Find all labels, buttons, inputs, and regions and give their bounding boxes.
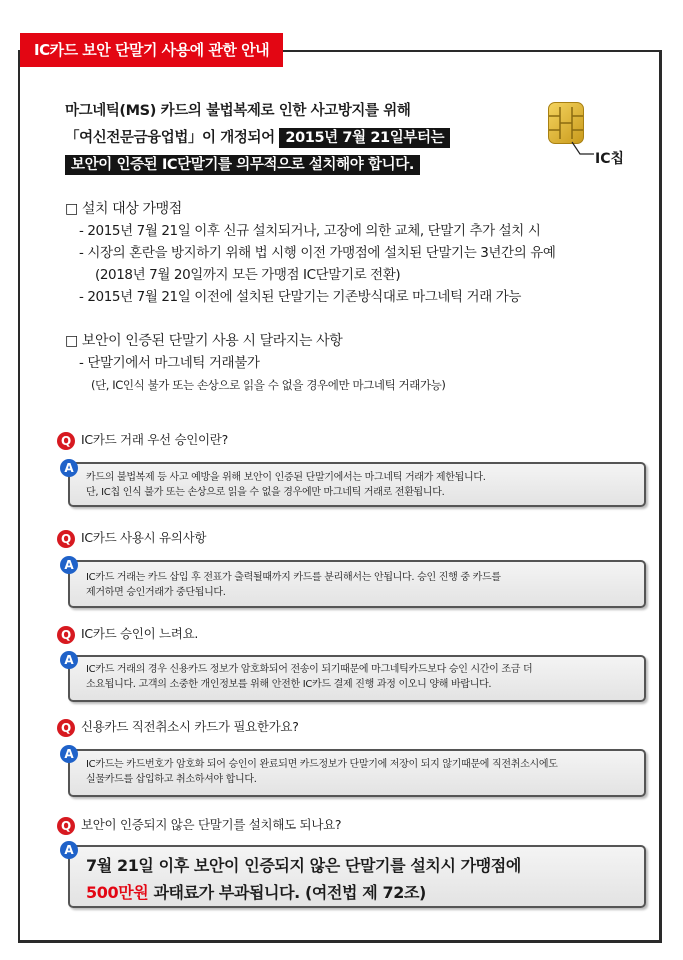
final-answer-line-2 [86,879,521,906]
question-badge-icon: Q [57,626,75,644]
faq-answer-line: IC카드는 카드번호가 암호화 되어 승인이 완료되면 카드정보가 단말기에 저장이 되지 않기때문에 직전취소시에도 [86,759,558,770]
faq-question [57,717,299,737]
faq-answer-text [86,570,501,600]
faq-question-text: 보안이 인증되지 않은 단말기를 설치해도 되나요? [81,817,342,832]
fine-amount: 500만원 [86,883,149,902]
changes-section [65,330,625,396]
chip-label: IC칩 [595,151,625,167]
faq-answer-text [86,757,558,787]
section-1-item: - 2015년 7월 21일 이후 신규 설치되거나, 고장에 의한 교체, 단말기 추가 설치 시 [79,223,541,239]
question-badge-icon: Q [57,432,75,450]
intro-line-1: 마그네틱(MS) 카드의 불법복제로 인한 사고방지를 위해 [65,103,411,119]
intro-date-highlight: 2015년 7월 21일부터는 [279,128,450,148]
final-answer-rest: 과태료가 부과됩니다. (여전법 제 72조) [148,883,426,902]
answer-badge-icon: A [60,651,78,669]
section-1-item: - 시장의 혼란을 방지하기 위해 법 시행 이전 가맹점에 설치된 단말기는 3년간의 유예 [79,245,556,261]
notice-title: IC카드 보안 단말기 사용에 관한 안내 [20,33,283,67]
faq-answer-line: 실물카드를 삽입하고 취소하셔야 합니다. [86,774,257,785]
faq-question [57,815,341,835]
intro-line-2 [65,125,525,152]
install-target-section [65,198,625,308]
faq-question-text: IC카드 거래 우선 승인이란? [81,432,228,447]
faq-final-answer-text [86,852,521,906]
chip-pointer-line [570,140,594,160]
intro-line-3 [65,152,525,179]
section-2-note: (단, IC인식 불가 또는 손상으로 읽을 수 없을 경우에만 마그네틱 거래가능) [91,378,446,392]
faq-answer-text [86,662,532,692]
intro-block [65,98,525,179]
answer-badge-icon: A [60,745,78,763]
faq-question [57,430,228,450]
section-1-item: (2018년 7월 20일까지 모든 가맹점 IC단말기로 전환) [95,267,401,283]
faq-answer-line: IC카드 거래는 카드 삽입 후 전표가 출력될때까지 카드를 분리해서는 안됩니다. 승인 진행 중 카드를 [86,572,501,583]
faq-answer-text [86,470,486,500]
faq-answer-line: 카드의 불법복제 등 사고 예방을 위해 보안이 인증된 단말기에서는 마그네틱 거래가 제한됩니다. [86,472,486,483]
section-2-heading: □ 보안이 인증된 단말기 사용 시 달라지는 사항 [65,333,343,349]
question-badge-icon: Q [57,817,75,835]
faq-answer-line: 단, IC칩 인식 불가 또는 손상으로 읽을 수 없을 경우에만 마그네틱 거래로 전환됩니다. [86,487,445,498]
question-badge-icon: Q [57,719,75,737]
faq-answer-line: 소요됩니다. 고객의 소중한 개인정보를 위해 안전한 IC카드 결제 진행 과정 이오니 양해 바랍니다. [86,679,492,690]
faq-question-text: IC카드 승인이 느려요. [81,626,199,641]
intro-line-2-prefix: 「여신전문금융업법」이 개정되어 [65,130,280,146]
question-badge-icon: Q [57,530,75,548]
faq-answer-line: IC카드 거래의 경우 신용카드 정보가 암호화되어 전송이 되기때문에 마그네틱카드보다 승인 시간이 조금 더 [86,664,533,675]
answer-badge-icon: A [60,556,78,574]
faq-answer-line: 제거하면 승인거래가 중단됩니다. [86,587,226,598]
faq-question-text: 신용카드 직전취소시 카드가 필요한가요? [81,719,299,734]
answer-badge-icon: A [60,459,78,477]
faq-question [57,624,198,644]
ic-chip-icon [548,102,584,144]
intro-requirement-highlight: 보안이 인증된 IC단말기를 의무적으로 설치해야 합니다. [65,155,420,175]
final-answer-line-1: 7월 21일 이후 보안이 인증되지 않은 단말기를 설치시 가맹점에 [86,856,521,875]
section-1-heading: □ 설치 대상 가맹점 [65,201,182,217]
answer-badge-icon: A [60,841,78,859]
section-1-item: - 2015년 7월 21일 이전에 설치된 단말기는 기존방식대로 마그네틱 거래 가능 [79,289,522,305]
faq-question-text: IC카드 사용시 유의사항 [81,530,207,545]
faq-question [57,528,206,548]
section-2-item: - 단말기에서 마그네틱 거래불가 [79,355,260,371]
